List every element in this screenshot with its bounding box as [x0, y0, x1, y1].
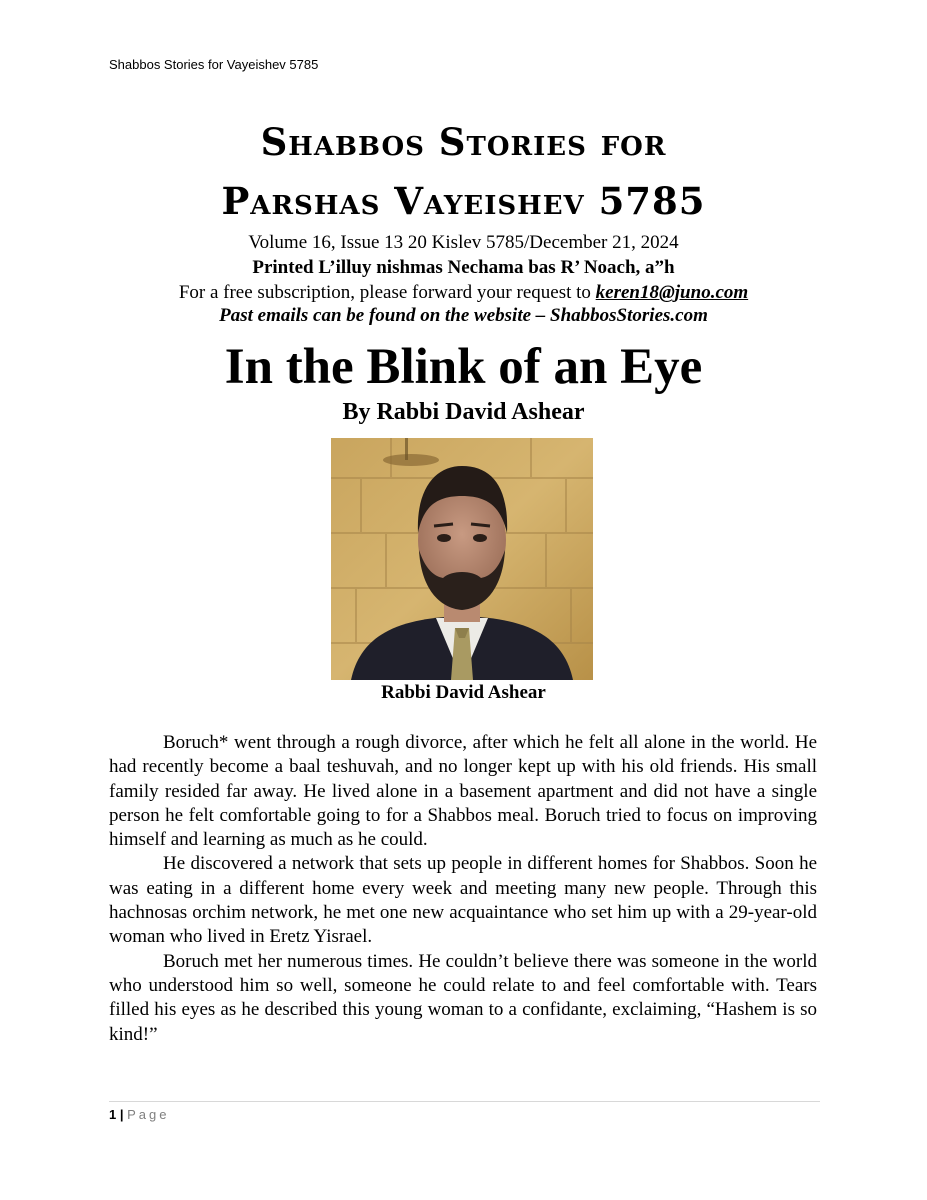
running-header: Shabbos Stories for Vayeishev 5785 [109, 57, 319, 72]
footer-separator: | [119, 1107, 124, 1122]
paragraph: Boruch met her numerous times. He couldn’t believe there was someone in the world who understood him so well, someone he could relate to and feel comfortable with. Tears filled his eyes as he described this young woman to a confidante, exclaiming, “Hashem is so kind!” [109, 950, 817, 1045]
author-photo [331, 438, 593, 680]
masthead-line-2: Parshas Vayeishev 5785 [221, 179, 706, 223]
volume-issue-line: Volume 16, Issue 13 20 Kislev 5785/December 21, 2024 [248, 232, 679, 253]
subscription-line [0, 283, 927, 302]
footer-divider [109, 1101, 820, 1102]
article-title: In the Blink of an Eye [224, 339, 703, 395]
page-number: 1 [109, 1107, 117, 1122]
article-byline: By Rabbi David Ashear [342, 399, 585, 425]
paragraph: Boruch* went through a rough divorce, after which he felt all alone in the world. He had recently become a baal teshuvah, and no longer kept up with his old friends. His small family resided far away. He lived alone in a basement apartment and did not have a single person he felt comfortable going to for a Shabbos meal. Boruch tried to focus on improving himself and learning as much as he could. [109, 732, 817, 851]
paragraph: He discovered a network that sets up people in different homes for Shabbos. Soon he was eating in a different home every week and meeting many new people. Through this hachnosas orchim network, he met one new acquaintance who set him up with a 29-year-old woman who lived in Eretz Yisrael. [109, 853, 817, 948]
masthead-line-1: Shabbos Stories for [260, 120, 667, 164]
page-label: Page [127, 1107, 170, 1122]
past-emails-line: Past emails can be found on the website – ShabbosStories.com [219, 305, 708, 326]
page-footer [109, 1107, 170, 1122]
subscription-text: For a free subscription, please forward your request to [178, 282, 596, 303]
article-body [109, 731, 817, 1047]
subscription-email-link[interactable]: keren18@juno.com [595, 282, 749, 303]
dedication-line: Printed L’illuy nishmas Nechama bas R’ Noach, a”h [252, 257, 675, 278]
photo-caption: Rabbi David Ashear [381, 682, 546, 703]
